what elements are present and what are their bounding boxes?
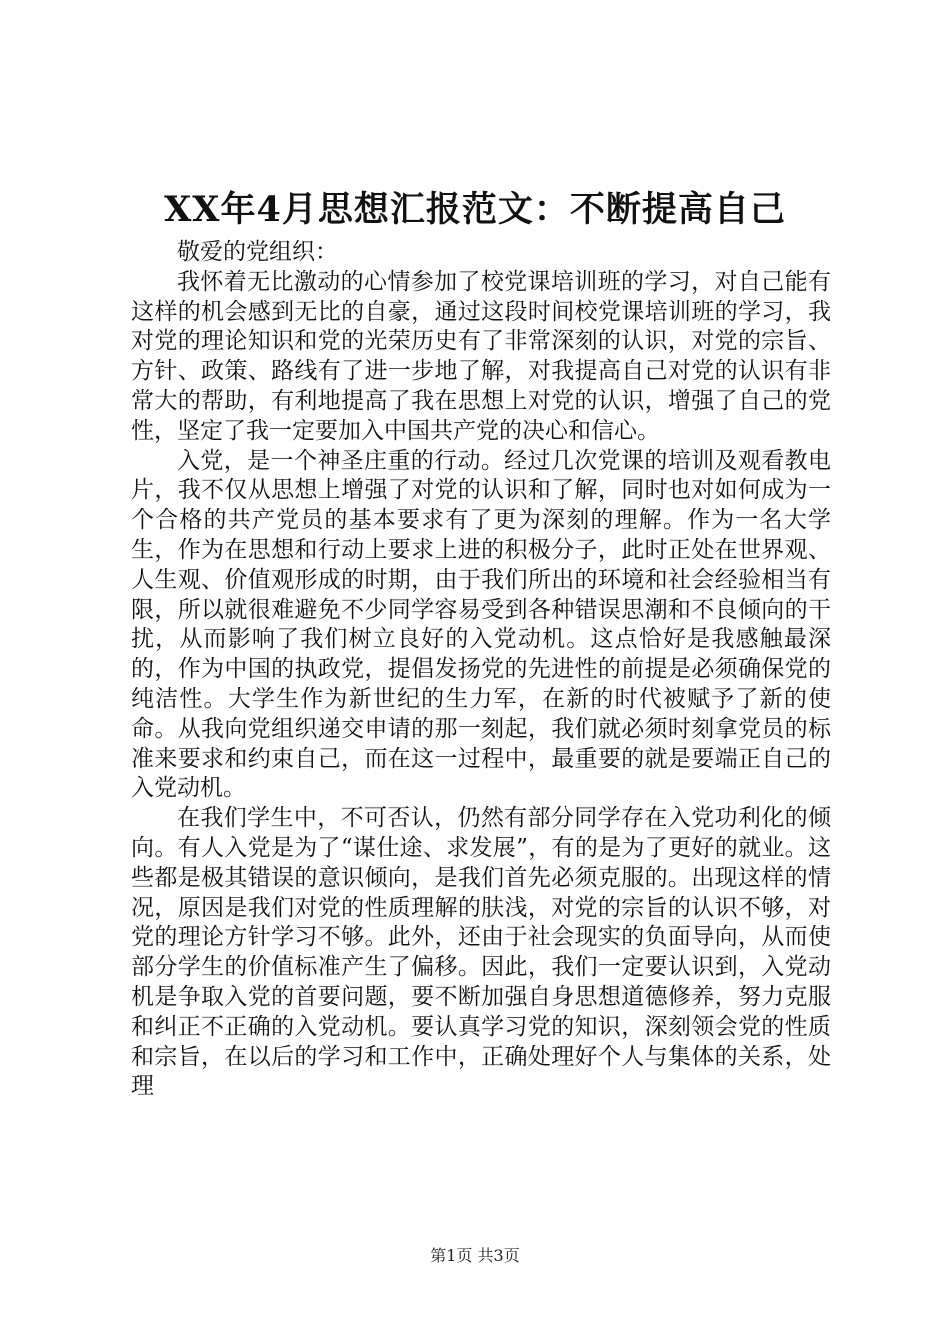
document-body	[131, 238, 831, 1102]
paragraph-1: 我怀着无比激动的心情参加了校党课培训班的学习，对自己能有这样的机会感到无比的自豪，通过这段时间校党课培训班的学习，我对党的理论知识和党的光荣历史有了非常深刻的认识，对党的宗旨、方针、政策、路线有了进一步地了解，对我提高自己对党的认识有非常大的帮助，有利地提高了我在思想上对党的认识，增强了自己的党性，坚定了我一定要加入中国共产党的决心和信心。	[131, 268, 831, 444]
document-title: XX年4月思想汇报范文：不断提高自己	[164, 189, 786, 230]
paragraph-3: 在我们学生中，不可否认，仍然有部分同学存在入党功利化的倾向。有人入党是为了“谋仕途、求发展”，有的是为了更好的就业。这些都是极其错误的意识倾向，是我们首先必须克服的。出现这样的情况，原因是我们对党的性质理解的肤浅，对党的宗旨的认识不够，对党的理论方针学习不够。此外，还由于社会现实的负面导向，从而使部分学生的价值标准产生了偏移。因此，我们一定要认识到，入党动机是争取入党的首要问题，要不断加强自身思想道德修养，努力克服和纠正不正确的入党动机。要认真学习党的知识，深刻领会党的性质和宗旨，在以后的学习和工作中，正确处理好个人与集体的关系，处理	[131, 805, 831, 1100]
paragraph-2: 入党，是一个神圣庄重的行动。经过几次党课的培训及观看教电片，我不仅从思想上增强了对党的认识和了解，同时也对如何成为一个合格的共产党员的基本要求有了更为深刻的理解。作为一名大学生，作为在思想和行动上要求上进的积极分子，此时正处在世界观、人生观、价值观形成的时期，由于我们所出的环境和社会经验相当有限，所以就很难避免不少同学容易受到各种错误思潮和不良倾向的干扰，从而影响了我们树立良好的入党动机。这点恰好是我感触最深的，作为中国的执政党，提倡发扬党的先进性的前提是必须确保党的纯洁性。大学生作为新世纪的生力军，在新的时代被赋予了新的使命。从我向党组织递交申请的那一刻起，我们就必须时刻拿党员的标准来要求和约束自己，而在这一过程中，最重要的就是要端正自己的入党动机。	[131, 447, 831, 802]
page-number-footer: 第1页 共3页	[430, 1246, 520, 1265]
salutation: 敬爱的党组织：	[177, 239, 338, 265]
